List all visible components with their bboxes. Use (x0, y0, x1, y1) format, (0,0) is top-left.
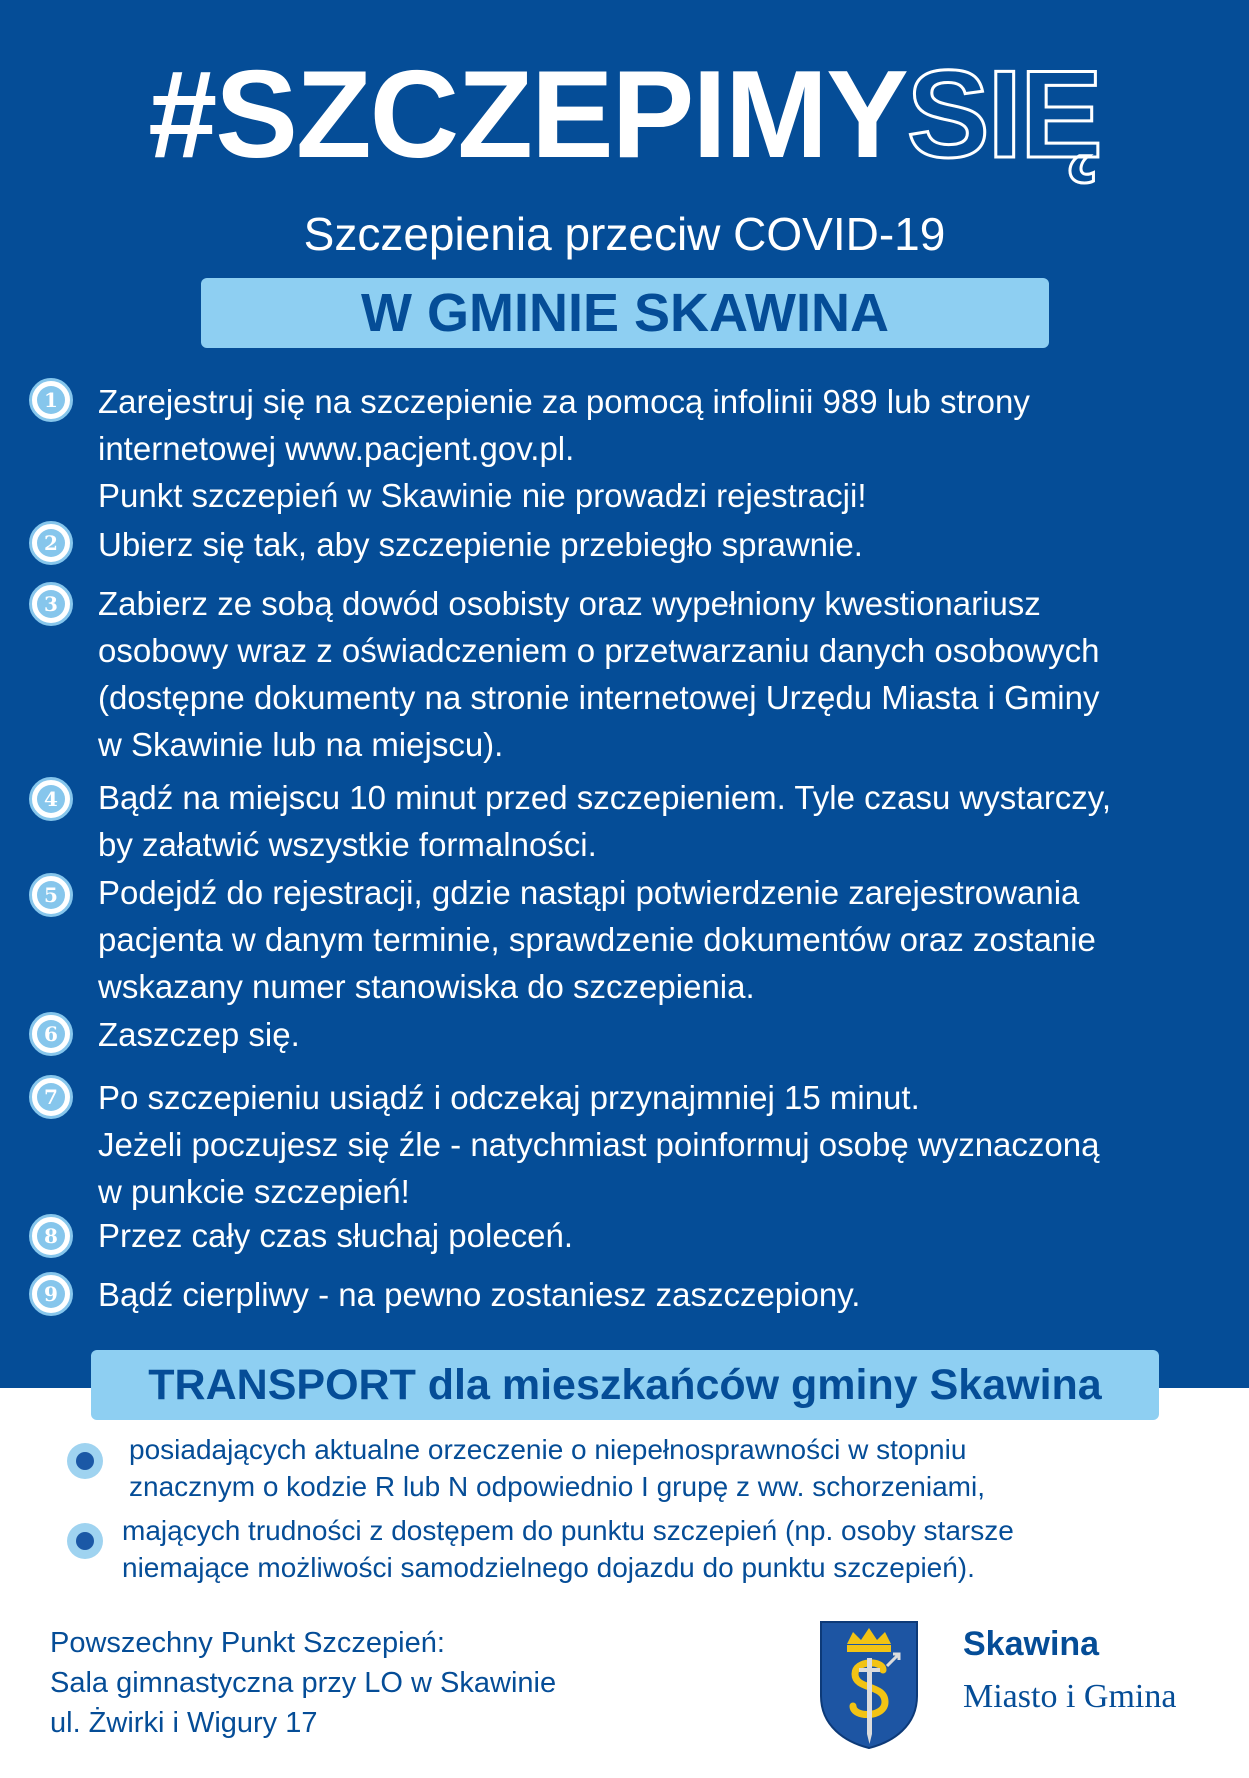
bullet-dot-icon (67, 1523, 103, 1559)
skawina-coat-of-arms-icon (817, 1618, 921, 1750)
step-item (98, 774, 1238, 868)
transport-banner: TRANSPORT dla mieszkańców gminy Skawina (91, 1350, 1159, 1420)
step-line: Punkt szczepień w Skawinie nie prowadzi rejestracji! (98, 477, 867, 514)
step-line: Zaszczep się. (98, 1016, 300, 1053)
step-item (98, 1074, 1238, 1215)
step-line: Ubierz się tak, aby szczepienie przebiegło sprawnie. (98, 526, 863, 563)
municipality-banner: W GMINIE SKAWINA (201, 278, 1049, 348)
step-line: Jeżeli poczujesz się źle - natychmiast poinformuj osobę wyznaczoną (98, 1126, 1100, 1163)
step-item (98, 1212, 1238, 1259)
step-line: Zabierz ze sobą dowód osobisty oraz wypełniony kwestionariusz (98, 585, 1041, 622)
step-number-badge: 5 (29, 873, 73, 917)
step-line: (dostępne dokumenty na stronie internetowej Urzędu Miasta i Gminy (98, 679, 1100, 716)
step-line: Podejdź do rejestracji, gdzie nastąpi potwierdzenie zarejestrowania (98, 874, 1080, 911)
step-line: Zarejestruj się na szczepienie za pomocą infolinii 989 lub strony (98, 383, 1030, 420)
address-line: ul. Żwirki i Wigury 17 (50, 1707, 318, 1739)
step-number-badge: 3 (29, 582, 73, 626)
step-line: by załatwić wszystkie formalności. (98, 826, 597, 863)
step-item (98, 1011, 1238, 1058)
step-item (98, 869, 1238, 1010)
step-number-badge: 1 (29, 378, 73, 422)
step-number-badge: 8 (29, 1214, 73, 1258)
step-line: internetowej www.pacjent.gov.pl. (98, 430, 575, 467)
headline (0, 45, 1249, 185)
headline-outline: SIĘ (906, 46, 1101, 184)
address-line: Sala gimnastyczna przy LO w Skawinie (50, 1667, 557, 1699)
step-line: osobowy wraz z oświadczeniem o przetwarzaniu danych osobowych (98, 632, 1100, 669)
transport-line: znacznym o kodzie R lub N odpowiednio I grupę z ww. schorzeniami, (129, 1471, 985, 1502)
step-line: w Skawinie lub na miejscu). (98, 726, 504, 763)
vaccination-point-address (50, 1623, 556, 1743)
step-line: wskazany numer stanowiska do szczepienia. (98, 968, 755, 1005)
transport-line: posiadających aktualne orzeczenie o niepełnosprawności w stopniu (129, 1434, 967, 1465)
step-line: Bądź cierpliwy - na pewno zostaniesz zaszczepiony. (98, 1276, 861, 1313)
step-number-badge: 6 (29, 1012, 73, 1056)
step-number-badge: 4 (29, 777, 73, 821)
step-item (98, 378, 1238, 519)
step-line: Przez cały czas słuchaj poleceń. (98, 1217, 574, 1254)
step-number-badge: 2 (29, 521, 73, 565)
transport-item (122, 1512, 1014, 1586)
step-item (98, 521, 1238, 568)
step-number-badge: 7 (29, 1075, 73, 1119)
step-item (98, 1271, 1238, 1318)
step-line: pacjenta w danym terminie, sprawdzenie dokumentów oraz zostanie (98, 921, 1096, 958)
bullet-dot-icon (67, 1443, 103, 1479)
step-line: w punkcie szczepień! (98, 1173, 410, 1210)
headline-solid: #SZCZEPIMY (148, 46, 907, 184)
transport-line: niemające możliwości samodzielnego dojazdu do punktu szczepień). (122, 1552, 975, 1583)
brand-subtitle: Miasto i Gmina (963, 1678, 1177, 1715)
brand-name: Skawina (963, 1625, 1100, 1663)
step-line: Bądź na miejscu 10 minut przed szczepieniem. Tyle czasu wystarczy, (98, 779, 1112, 816)
step-line: Po szczepieniu usiądź i odczekaj przynajmniej 15 minut. (98, 1079, 920, 1116)
transport-line: mających trudności z dostępem do punktu szczepień (np. osoby starsze (122, 1515, 1014, 1546)
subtitle: Szczepienia przeciw COVID-19 (303, 208, 946, 260)
step-number-badge: 9 (29, 1272, 73, 1316)
address-line: Powszechny Punkt Szczepień: (50, 1627, 445, 1659)
step-item (98, 580, 1238, 768)
transport-item (129, 1431, 985, 1505)
